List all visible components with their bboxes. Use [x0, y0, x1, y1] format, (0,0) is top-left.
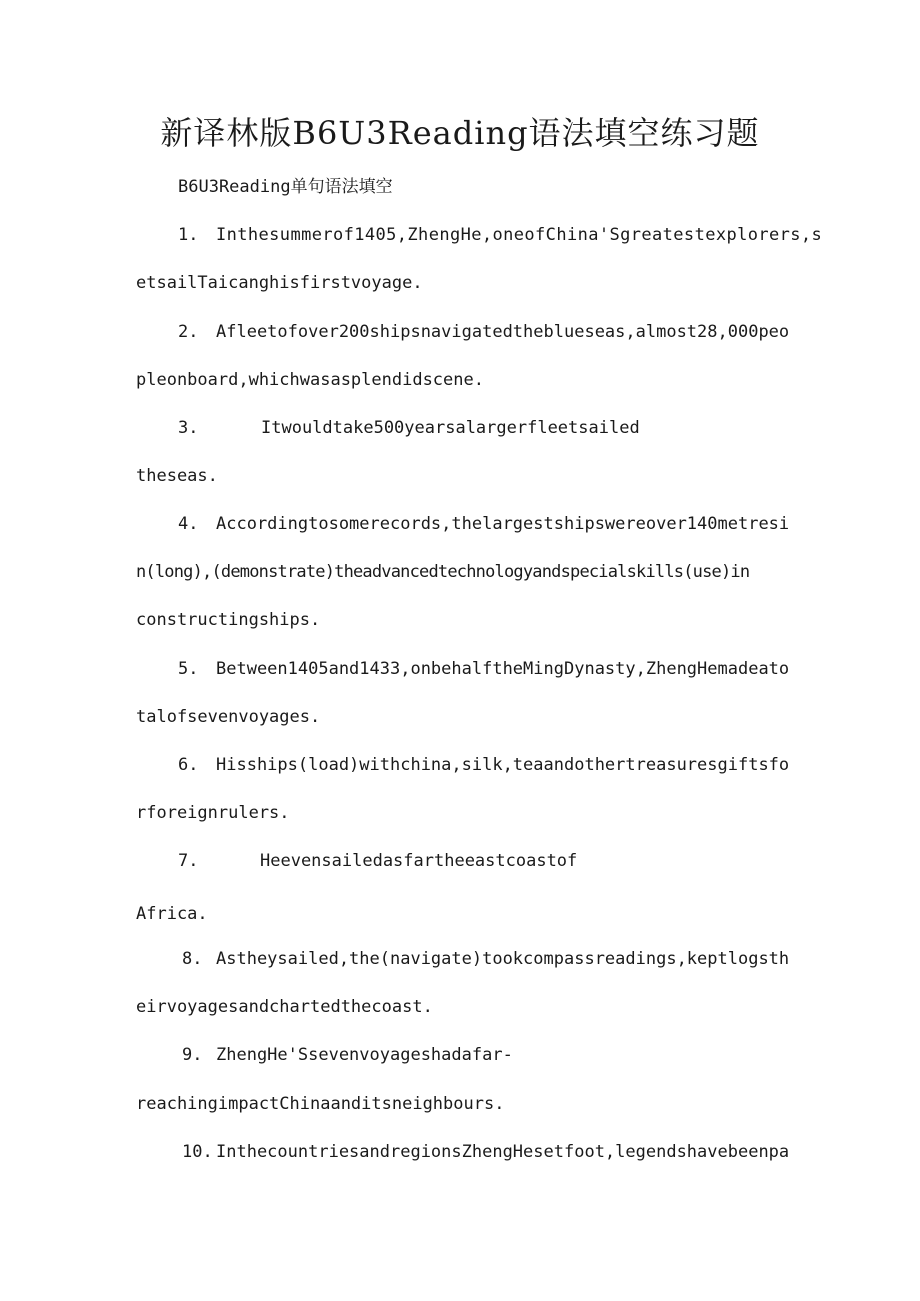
item-text-line: talofsevenvoyages.	[136, 707, 321, 727]
item-text-line: constructingships.	[136, 610, 321, 630]
item-text-line: Hisships(load)withchina,silk,teaandothertreasuresgiftsfo	[216, 755, 790, 775]
item-number: 5.	[178, 659, 199, 679]
item-number: 2.	[178, 322, 199, 342]
item-number: 1.	[178, 225, 199, 245]
item-number: 3.	[178, 418, 199, 438]
page-title: 新译林版B6U3Reading语法填空练习题	[160, 114, 760, 152]
item-text-line: pleonboard,whichwasasplendidscene.	[136, 370, 484, 390]
item-text-line: InthecountriesandregionsZhengHesetfoot,legendshavebeenpa	[216, 1142, 790, 1162]
item-text-line: Astheysailed,the(navigate)tookcompassreadings,keptlogsth	[216, 949, 790, 969]
item-number: 10.	[182, 1142, 213, 1162]
item-text-line: Africa.	[136, 904, 208, 924]
item-number: 8.	[182, 949, 203, 969]
item-number: 7.	[178, 851, 199, 871]
item-text-line: Accordingtosomerecords,thelargestshipswereover140metresi	[216, 514, 790, 534]
item-text-line: Itwouldtake500yearsalargerfleetsailed	[261, 418, 640, 438]
item-text-line: ZhengHe'Ssevenvoyageshadafar-	[216, 1045, 513, 1065]
item-text-line: Afleetofover200shipsnavigatedtheblueseas,almost28,000peo	[216, 322, 790, 342]
item-text-line: Inthesummerof1405,ZhengHe,oneofChina'Sgreatestexplorers,s	[216, 225, 823, 245]
item-text-line: rforeignrulers.	[136, 803, 290, 823]
item-text-line: Between1405and1433,onbehalftheMingDynasty,ZhengHemadeato	[216, 659, 790, 679]
item-number: 6.	[178, 755, 199, 775]
item-number: 4.	[178, 514, 199, 534]
item-text-line: theseas.	[136, 466, 218, 486]
item-number: 9.	[182, 1045, 203, 1065]
item-text-line: n(long),(demonstrate)theadvancedtechnologyandspecialskills(use)in	[136, 562, 750, 582]
item-text-line: etsailTaicanghisfirstvoyage.	[136, 273, 423, 293]
item-text-line: eirvoyagesandchartedthecoast.	[136, 997, 433, 1017]
item-text-line: Heevensailedasfartheeastcoastof	[260, 851, 578, 871]
item-text-line: reachingimpactChinaanditsneighbours.	[136, 1094, 505, 1114]
section-subtitle: B6U3Reading单句语法填空	[178, 177, 393, 197]
